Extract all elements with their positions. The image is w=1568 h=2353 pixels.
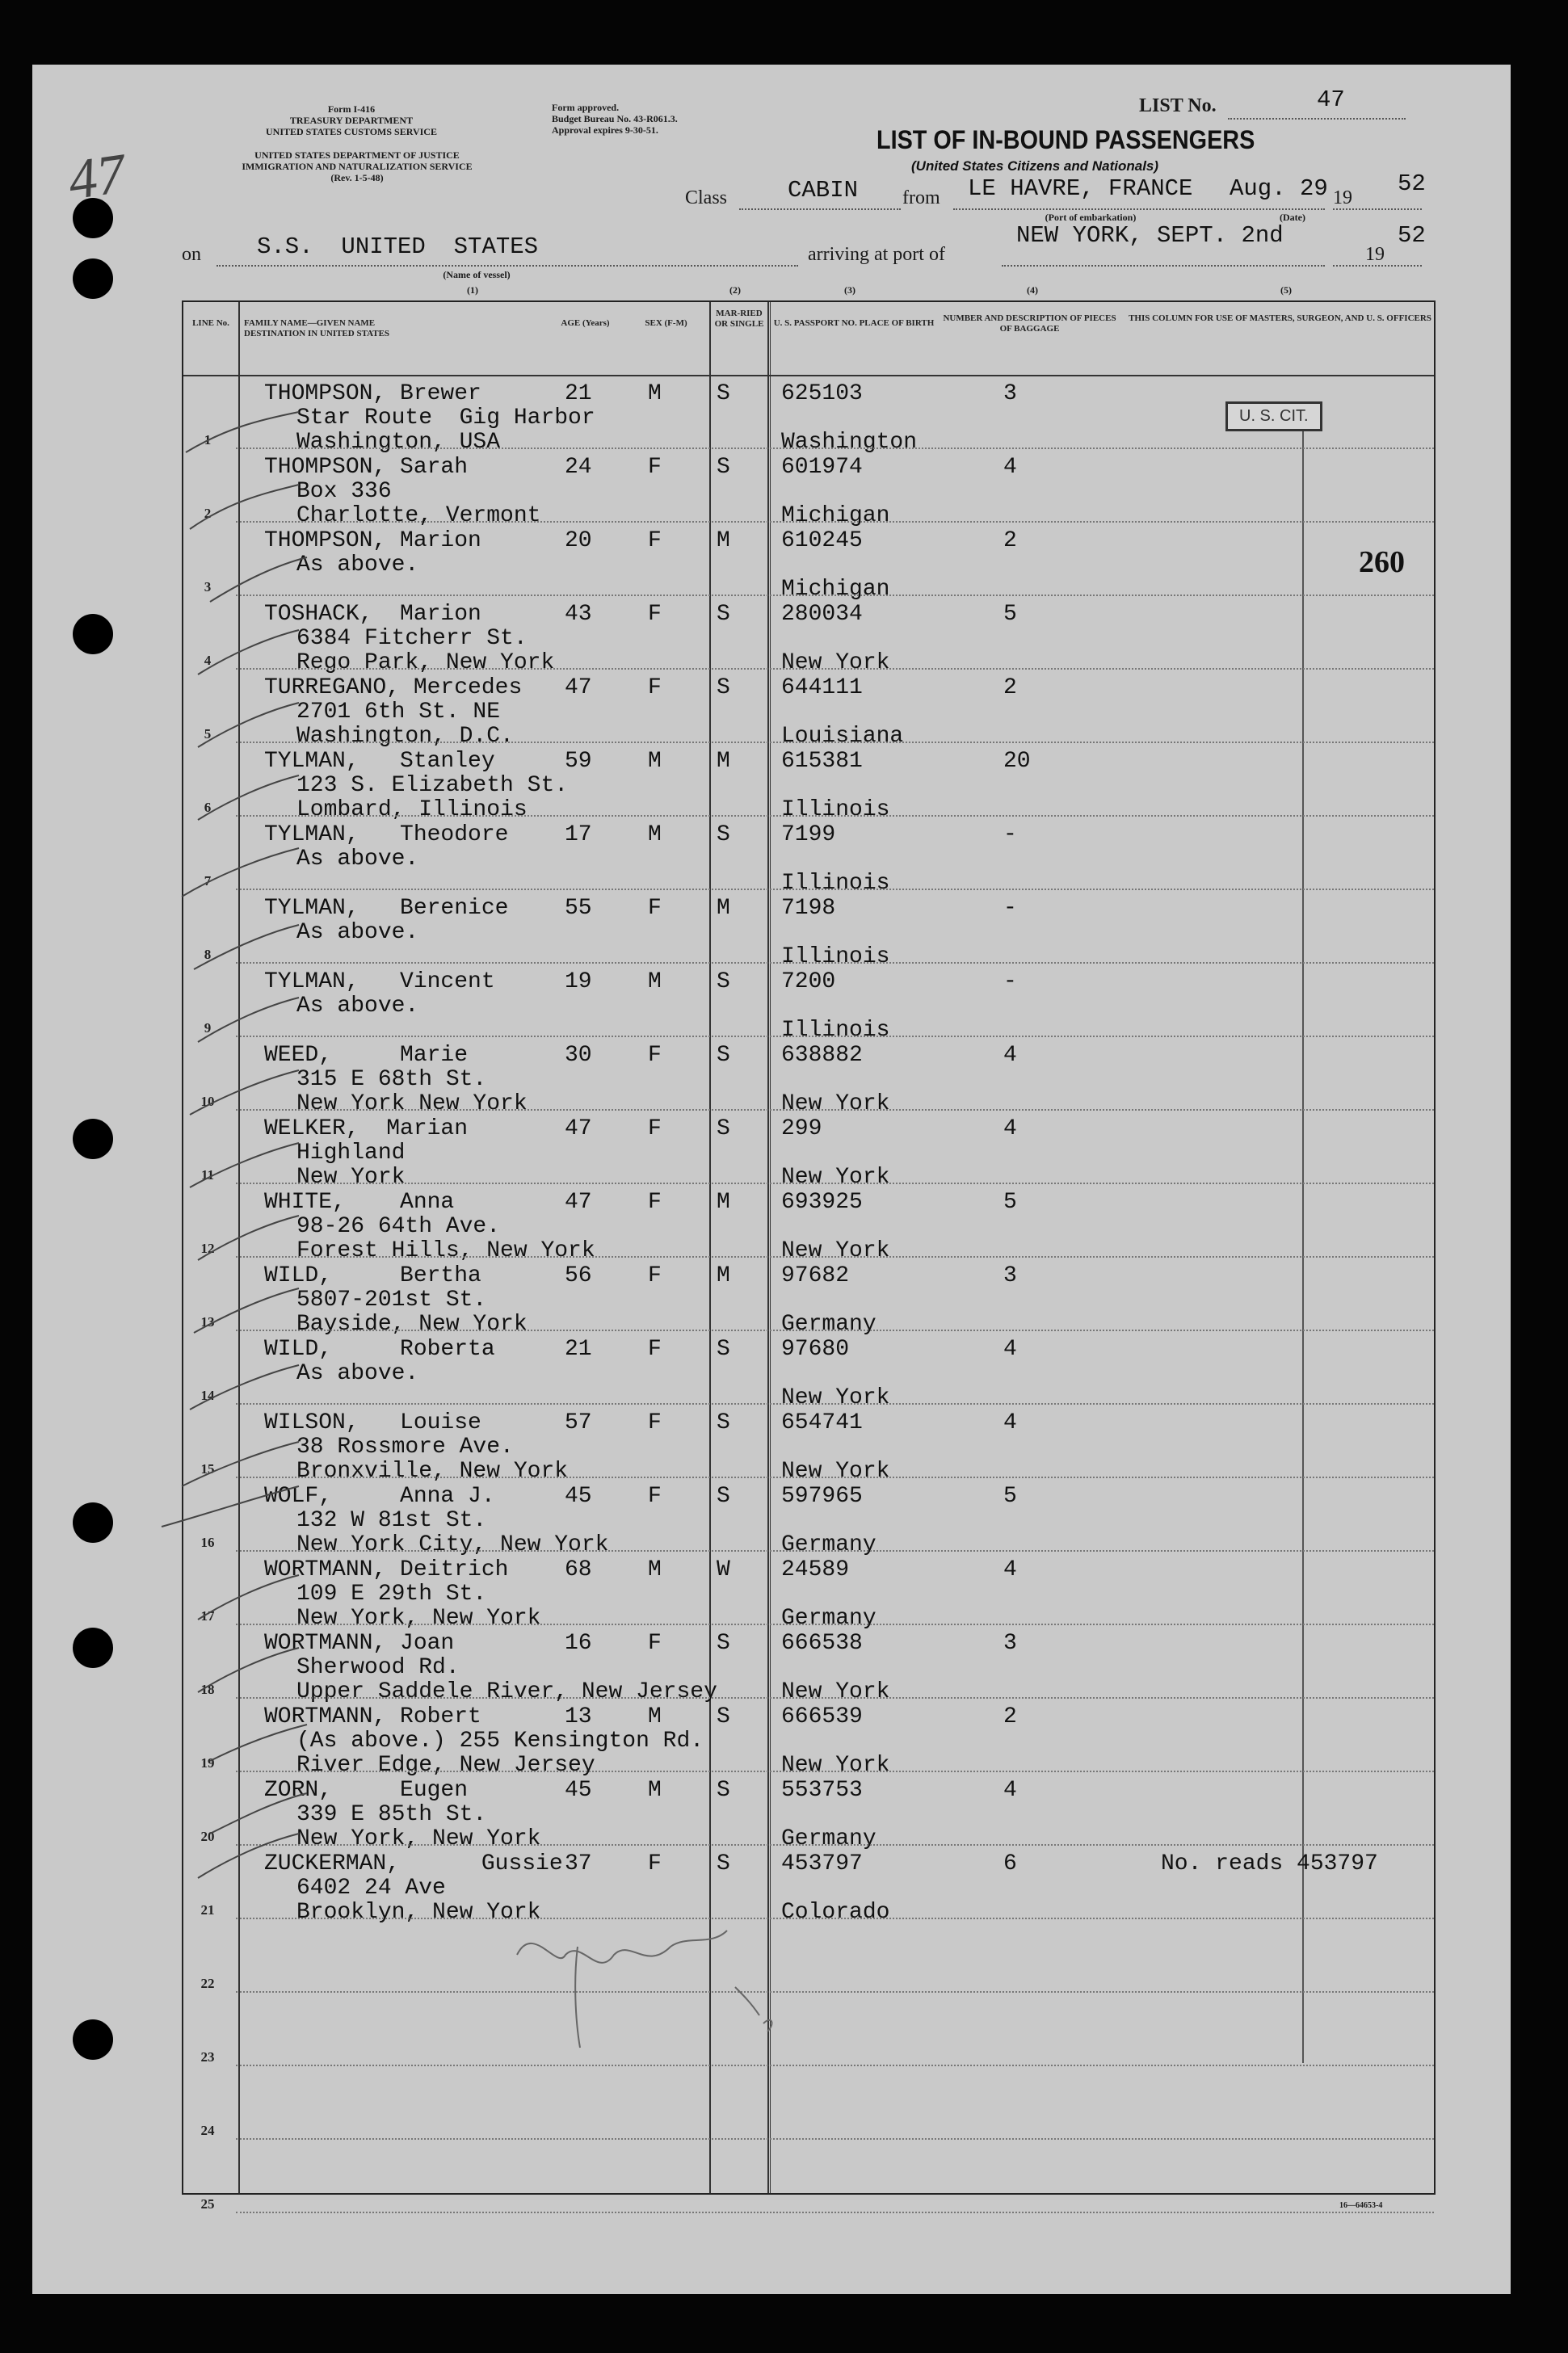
check-mark <box>198 1216 299 1260</box>
revision: (Rev. 1-5-48) <box>330 172 384 183</box>
sex-cell: M <box>648 822 662 847</box>
header-passport: U. S. PASSPORT NO. PLACE OF BIRTH <box>773 318 935 328</box>
place-of-birth: New York <box>781 1753 890 1778</box>
place-of-birth: New York <box>781 1679 890 1704</box>
check-mark <box>162 1486 299 1527</box>
address-line-2: New York, New York <box>296 1606 541 1631</box>
passenger-name: WORTMANN, Robert <box>264 1704 481 1729</box>
address-line-2: Bronxville, New York <box>296 1459 569 1484</box>
place-of-birth: New York <box>781 1459 890 1484</box>
age-cell: 57 <box>565 1410 592 1435</box>
line-number: 25 <box>200 2196 215 2212</box>
marital-cell: S <box>717 1484 730 1509</box>
line-number: 19 <box>200 1755 215 1771</box>
document-title: LIST OF IN-BOUND PASSENGERS <box>876 125 1255 154</box>
place-of-birth: New York <box>781 1385 890 1410</box>
footer-code: 16—64653-4 <box>1339 2201 1383 2210</box>
baggage-count: 2 <box>1003 1704 1017 1729</box>
age-cell: 13 <box>565 1704 592 1729</box>
column-number: (5) <box>1280 284 1292 296</box>
sex-cell: F <box>648 1631 662 1656</box>
check-mark <box>210 1725 307 1761</box>
baggage-count: 20 <box>1003 749 1031 774</box>
marital-cell: S <box>717 969 730 994</box>
passenger-name: TURREGANO, Mercedes <box>264 675 523 700</box>
sex-cell: F <box>648 1116 662 1141</box>
address-line-1: 2701 6th St. NE <box>296 700 501 725</box>
marital-cell: S <box>717 1410 730 1435</box>
line-number: 11 <box>200 1167 215 1183</box>
address-line-1: Sherwood Rd. <box>296 1655 460 1680</box>
passport-number: 601974 <box>781 455 863 480</box>
justice-dept: UNITED STATES DEPARTMENT OF JUSTICE <box>254 149 460 161</box>
marital-cell: W <box>717 1557 730 1582</box>
passport-number: 280034 <box>781 602 863 627</box>
check-mark <box>198 998 299 1042</box>
signature-stroke <box>735 1987 771 2032</box>
sex-cell: F <box>648 1851 662 1876</box>
place-of-birth: New York <box>781 1238 890 1263</box>
marital-cell: S <box>717 1116 730 1141</box>
line-number: 8 <box>204 947 212 962</box>
age-cell: 24 <box>565 455 592 480</box>
line-number: 18 <box>200 1682 215 1697</box>
baggage-count: 4 <box>1003 1043 1017 1068</box>
line-number: 13 <box>200 1314 215 1330</box>
baggage-count: 5 <box>1003 602 1017 627</box>
address-line-1: As above. <box>296 847 419 872</box>
place-of-birth: New York <box>781 1165 890 1190</box>
officer-signature <box>517 1931 771 2048</box>
column-number: (4) <box>1027 284 1038 296</box>
passport-number: 24589 <box>781 1557 850 1582</box>
address-line-1: As above. <box>296 553 419 578</box>
passenger-name: WORTMANN, Deitrich <box>264 1557 509 1582</box>
marital-cell: M <box>717 749 730 774</box>
passport-number: 97682 <box>781 1263 850 1288</box>
class-label: Class <box>685 187 728 208</box>
age-cell: 21 <box>565 381 592 406</box>
baggage-count: 4 <box>1003 1557 1017 1582</box>
passenger-name: TOSHACK, Marion <box>264 602 481 627</box>
marital-cell: S <box>717 1851 730 1876</box>
marital-cell: M <box>717 896 730 921</box>
check-mark <box>182 1442 299 1486</box>
marital-cell: S <box>717 1778 730 1803</box>
sex-cell: M <box>648 749 662 774</box>
baggage-count: 4 <box>1003 1778 1017 1803</box>
marital-cell: S <box>717 822 730 847</box>
passport-number: 7199 <box>781 822 836 847</box>
passenger-name: TYLMAN, Theodore <box>264 822 509 847</box>
year-prefix: 19 <box>1333 187 1352 208</box>
header-officers: THIS COLUMN FOR USE OF MASTERS, SURGEON, AND U. S. OFFICERS <box>1129 313 1431 323</box>
check-mark <box>198 1648 299 1692</box>
line-number: 20 <box>200 1829 215 1844</box>
year2-prefix: 19 <box>1365 244 1385 265</box>
line-number: 5 <box>204 726 212 742</box>
address-line-2: Bayside, New York <box>296 1312 528 1337</box>
sex-cell: F <box>648 602 662 627</box>
sex-cell: F <box>648 1337 662 1362</box>
header-age: AGE (Years) <box>561 318 610 328</box>
passenger-name: ZUCKERMAN, Gussie <box>264 1851 563 1876</box>
header-name: FAMILY NAME—GIVEN NAME DESTINATION IN UNITED STATES <box>244 318 390 338</box>
header-line-no: LINE No. <box>192 318 229 328</box>
sex-cell: M <box>648 1778 662 1803</box>
approval-line: Form approved. <box>552 102 620 113</box>
passport-number: 666539 <box>781 1704 863 1729</box>
check-mark <box>190 485 299 529</box>
marital-cell: S <box>717 675 730 700</box>
address-line-2: New York, New York <box>296 1826 541 1851</box>
address-line-2: New York City, New York <box>296 1532 609 1557</box>
on-label: on <box>182 244 201 265</box>
place-of-birth: Germany <box>781 1312 876 1337</box>
line-number: 21 <box>200 1902 215 1918</box>
passport-number: 7200 <box>781 969 836 994</box>
baggage-count: 4 <box>1003 1337 1017 1362</box>
address-line-1: As above. <box>296 1361 419 1386</box>
address-line-2: New York <box>296 1165 406 1190</box>
baggage-count: 3 <box>1003 381 1017 406</box>
check-mark <box>198 630 299 674</box>
header-baggage: NUMBER AND DESCRIPTION OF PIECES OF BAGGAGE <box>943 313 1116 334</box>
check-mark <box>190 1365 299 1410</box>
passenger-name: WORTMANN, Joan <box>264 1631 455 1656</box>
sex-cell: F <box>648 455 662 480</box>
baggage-count: 4 <box>1003 1116 1017 1141</box>
age-cell: 47 <box>565 1116 592 1141</box>
sex-cell: M <box>648 1557 662 1582</box>
passport-number: 666538 <box>781 1631 863 1656</box>
passenger-name: TYLMAN, Berenice <box>264 896 509 921</box>
place-of-birth: Washington <box>781 430 918 455</box>
passenger-name: WEED, Marie <box>264 1043 469 1068</box>
line-number: 17 <box>200 1608 215 1624</box>
age-cell: 55 <box>565 896 592 921</box>
sex-cell: M <box>648 1704 662 1729</box>
signature-stroke <box>575 1947 580 2048</box>
check-mark <box>182 848 299 897</box>
baggage-count: 2 <box>1003 675 1017 700</box>
officer-note: No. reads 453797 <box>1161 1851 1378 1876</box>
place-of-birth: New York <box>781 1091 890 1116</box>
address-line-2: Washington, D.C. <box>296 724 514 749</box>
passenger-name: ZORN, Eugen <box>264 1778 469 1803</box>
place-of-birth: New York <box>781 650 890 675</box>
passport-number: 299 <box>781 1116 822 1141</box>
column-number: (1) <box>467 284 478 296</box>
address-line-1: As above. <box>296 994 419 1019</box>
check-mark <box>210 557 307 602</box>
line-number: 16 <box>200 1535 215 1550</box>
passenger-name: WELKER, Marian <box>264 1116 469 1141</box>
passport-number: 625103 <box>781 381 863 406</box>
address-line-1: Box 336 <box>296 479 392 504</box>
passport-number: 7198 <box>781 896 836 921</box>
passport-number: 597965 <box>781 1484 863 1509</box>
marital-cell: S <box>717 602 730 627</box>
line-number: 4 <box>204 653 212 668</box>
marital-cell: S <box>717 381 730 406</box>
place-of-birth: Germany <box>781 1606 876 1631</box>
age-cell: 56 <box>565 1263 592 1288</box>
check-mark <box>198 775 299 820</box>
document-subtitle: (United States Citizens and Nationals) <box>911 158 1159 174</box>
address-line-2: Charlotte, Vermont <box>296 503 541 528</box>
marital-cell: M <box>717 1263 730 1288</box>
place-of-birth: Illinois <box>781 1018 890 1043</box>
passenger-name: TYLMAN, Vincent <box>264 969 495 994</box>
check-mark <box>198 703 299 747</box>
baggage-count: 5 <box>1003 1190 1017 1215</box>
ins-service: IMMIGRATION AND NATURALIZATION SERVICE <box>242 161 473 172</box>
column-number: (3) <box>844 284 855 296</box>
age-cell: 45 <box>565 1778 592 1803</box>
passport-number: 693925 <box>781 1190 863 1215</box>
address-line-2: Forest Hills, New York <box>296 1238 595 1263</box>
marital-cell: S <box>717 1043 730 1068</box>
address-line-1: 339 E 85th St. <box>296 1802 487 1827</box>
baggage-count: - <box>1003 822 1017 847</box>
line-number: 7 <box>204 873 212 889</box>
baggage-count: 2 <box>1003 528 1017 553</box>
marital-cell: M <box>717 1190 730 1215</box>
sex-cell: F <box>648 1484 662 1509</box>
marital-cell: S <box>717 1704 730 1729</box>
address-line-1: 109 E 29th St. <box>296 1582 487 1607</box>
margin-note: 47 <box>64 142 129 212</box>
treasury-dept: TREASURY DEPARTMENT <box>289 115 414 126</box>
vessel-caption: (Name of vessel) <box>443 269 511 280</box>
place-of-birth: Michigan <box>781 577 890 602</box>
place-of-birth: Germany <box>781 1532 876 1557</box>
year-suffix: 52 <box>1398 170 1426 197</box>
address-line-1: (As above.) 255 Kensington Rd. <box>296 1729 704 1754</box>
list-no-value: 47 <box>1317 86 1345 113</box>
check-mark <box>198 1834 299 1878</box>
address-line-2: Rego Park, New York <box>296 650 555 675</box>
from-label: from <box>902 187 940 208</box>
baggage-count: 4 <box>1003 1410 1017 1435</box>
place-of-birth: Germany <box>781 1826 876 1851</box>
age-cell: 30 <box>565 1043 592 1068</box>
passport-number: 644111 <box>781 675 863 700</box>
passport-number: 453797 <box>781 1851 863 1876</box>
sex-cell: F <box>648 528 662 553</box>
embarkation-caption: (Port of embarkation) <box>1045 212 1137 223</box>
age-cell: 47 <box>565 1190 592 1215</box>
sex-cell: F <box>648 1190 662 1215</box>
line-number: 1 <box>204 432 212 447</box>
address-line-1: 98-26 64th Ave. <box>296 1214 501 1239</box>
place-of-birth: Illinois <box>781 797 890 822</box>
check-mark <box>190 1070 299 1115</box>
place-of-birth: Louisiana <box>781 724 904 749</box>
line-number: 23 <box>200 2049 215 2065</box>
baggage-count: 3 <box>1003 1263 1017 1288</box>
age-cell: 16 <box>565 1631 592 1656</box>
age-cell: 17 <box>565 822 592 847</box>
baggage-count: 6 <box>1003 1851 1017 1876</box>
address-line-2: Brooklyn, New York <box>296 1900 541 1925</box>
address-line-1: As above. <box>296 920 419 945</box>
line-number: 10 <box>200 1094 215 1109</box>
sex-cell: M <box>648 969 662 994</box>
address-line-2: River Edge, New Jersey <box>296 1753 595 1778</box>
year2-suffix: 52 <box>1398 222 1426 249</box>
arriving-label: arriving at port of <box>808 244 945 265</box>
line-number: 14 <box>200 1388 215 1403</box>
sex-cell: F <box>648 675 662 700</box>
address-line-1: 6402 24 Ave <box>296 1876 446 1901</box>
count-mark: 260 <box>1359 545 1405 579</box>
passport-number: 638882 <box>781 1043 863 1068</box>
passenger-name: WHITE, Anna <box>264 1190 455 1215</box>
check-mark <box>190 1143 299 1187</box>
marital-cell: S <box>717 1631 730 1656</box>
passport-number: 610245 <box>781 528 863 553</box>
passenger-name: THOMPSON, Brewer <box>264 381 481 406</box>
check-mark <box>198 1575 299 1620</box>
line-number: 12 <box>200 1241 215 1256</box>
passenger-name: WILD, Roberta <box>264 1337 495 1362</box>
citizen-stamp: U. S. CIT. <box>1225 401 1322 431</box>
approval-line: Budget Bureau No. 43-R061.3. <box>552 113 678 124</box>
age-cell: 20 <box>565 528 592 553</box>
marital-cell: M <box>717 528 730 553</box>
age-cell: 43 <box>565 602 592 627</box>
sex-cell: F <box>648 1410 662 1435</box>
age-cell: 45 <box>565 1484 592 1509</box>
sex-cell: F <box>648 1263 662 1288</box>
line-number: 3 <box>204 579 212 595</box>
sex-cell: F <box>648 1043 662 1068</box>
passport-number: 654741 <box>781 1410 863 1435</box>
customs-service: UNITED STATES CUSTOMS SERVICE <box>266 126 437 137</box>
age-cell: 47 <box>565 675 592 700</box>
passport-number: 615381 <box>781 749 863 774</box>
age-cell: 19 <box>565 969 592 994</box>
address-line-1: 38 Rossmore Ave. <box>296 1435 514 1460</box>
header-sex: SEX (F-M) <box>645 318 687 328</box>
age-cell: 59 <box>565 749 592 774</box>
address-line-1: 315 E 68th St. <box>296 1067 487 1092</box>
embarkation-date: Aug. 29 <box>1230 175 1328 202</box>
address-line-2: New York New York <box>296 1091 528 1116</box>
passenger-name: THOMPSON, Sarah <box>264 455 469 480</box>
check-mark <box>186 412 299 452</box>
class-value: CABIN <box>788 177 859 204</box>
age-cell: 37 <box>565 1851 592 1876</box>
passenger-name: WILSON, Louise <box>264 1410 481 1435</box>
check-mark <box>194 925 299 969</box>
address-line-1: Star Route Gig Harbor <box>296 405 595 431</box>
baggage-count: - <box>1003 969 1017 994</box>
vessel-name: S.S. UNITED STATES <box>257 233 539 260</box>
passport-number: 553753 <box>781 1778 863 1803</box>
date-caption: (Date) <box>1280 212 1305 223</box>
form-number: Form I-416 <box>327 103 376 115</box>
header-married: MAR-RIED OR SINGLE <box>714 309 764 329</box>
arrival-port: NEW YORK, SEPT. 2nd <box>1016 222 1284 249</box>
baggage-count: 5 <box>1003 1484 1017 1509</box>
baggage-count: - <box>1003 896 1017 921</box>
address-line-1: Highland <box>296 1141 406 1166</box>
address-line-2: Lombard, Illinois <box>296 797 528 822</box>
line-number: 9 <box>204 1020 212 1036</box>
marital-cell: S <box>717 1337 730 1362</box>
signature-stroke <box>517 1931 727 1963</box>
line-number: 2 <box>204 506 212 521</box>
passenger-name: TYLMAN, Stanley <box>264 749 495 774</box>
place-of-birth: Illinois <box>781 944 890 969</box>
address-line-1: 132 W 81st St. <box>296 1508 487 1533</box>
address-line-2: Upper Saddele River, New Jersey <box>296 1679 717 1704</box>
age-cell: 68 <box>565 1557 592 1582</box>
line-number: 15 <box>200 1461 215 1477</box>
list-no-label: LIST No. <box>1139 95 1217 116</box>
passenger-name: WILD, Bertha <box>264 1263 481 1288</box>
approval-line: Approval expires 9-30-51. <box>552 124 658 136</box>
port-of-embarkation: LE HAVRE, FRANCE <box>968 175 1193 202</box>
address-line-1: 6384 Fitcherr St. <box>296 626 528 651</box>
line-number: 22 <box>200 1976 215 1991</box>
passport-number: 97680 <box>781 1337 850 1362</box>
line-number: 24 <box>200 2123 215 2138</box>
address-line-1: 5807-201st St. <box>296 1288 487 1313</box>
column-number: (2) <box>729 284 741 296</box>
passenger-name: THOMPSON, Marion <box>264 528 481 553</box>
address-line-1: 123 S. Elizabeth St. <box>296 773 569 798</box>
baggage-count: 4 <box>1003 455 1017 480</box>
place-of-birth: Illinois <box>781 871 890 896</box>
age-cell: 21 <box>565 1337 592 1362</box>
line-number: 6 <box>204 800 212 815</box>
sex-cell: M <box>648 381 662 406</box>
marital-cell: S <box>717 455 730 480</box>
sex-cell: F <box>648 896 662 921</box>
check-mark <box>210 1793 307 1834</box>
baggage-count: 3 <box>1003 1631 1017 1656</box>
address-line-2: Washington, USA <box>296 430 501 455</box>
place-of-birth: Michigan <box>781 503 890 528</box>
passenger-name: WOLF, Anna J. <box>264 1484 495 1509</box>
place-of-birth: Colorado <box>781 1900 890 1925</box>
check-mark <box>194 1288 299 1333</box>
